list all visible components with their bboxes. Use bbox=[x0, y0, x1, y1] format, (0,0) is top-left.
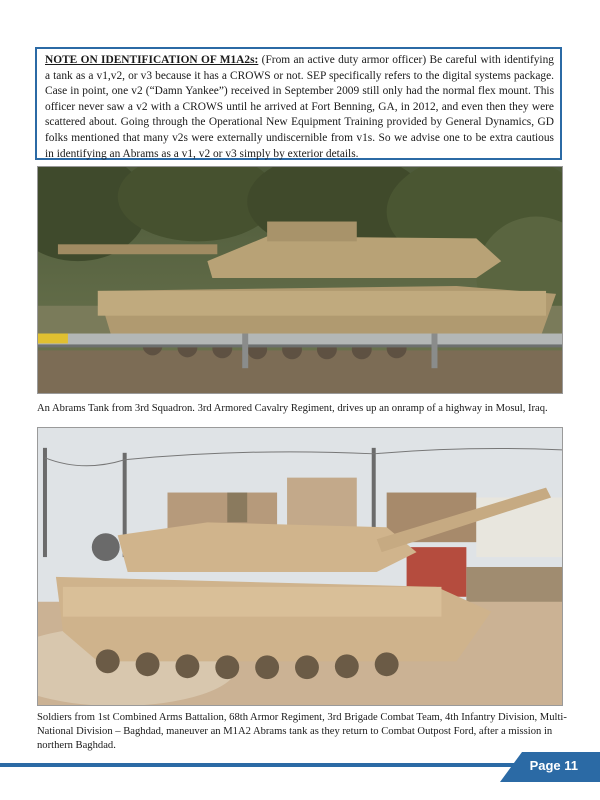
photo-caption: An Abrams Tank from 3rd Squadron. 3rd Armored Cavalry Regiment, drives up an onramp of a highway in Mosul, Iraq. bbox=[37, 403, 548, 414]
photo-caption: Soldiers from 1st Combined Arms Battalion, 68th Armor Regiment, 3rd Brigade Combat Team, 4th Infantry Division, Multi-National Division – Baghdad, maneuver an M1A2 Abrams tank as they return to Combat Outpost Ford, after a mission in northern Baghdad. bbox=[37, 712, 567, 751]
page-number: Page 11 bbox=[529, 758, 578, 773]
note-body: (From an active duty armor officer) Be careful with identifying a tank as a v1,v2, or v3 because it has a CROWS or not. SEP specifically refers to the digital systems package. Case in point, one v2 (“Damn Yankee”) received in September 2009 still only had the normal flex mount. This officer never saw a v2 with a CROWS until he arrived at Fort Benning, GA, in 2012, and even then they were scattered about. Going through the Operational New Equipment Training provided by General Dynamics, GD folks mentioned that many v2s were externally undiscernible from v1s. So we advise one to be extra cautious in identifying an Abrams as a v1, v2 or v3 simply by exterior details. bbox=[45, 54, 554, 160]
identification-note-box bbox=[35, 47, 562, 160]
abrams-mosul-photo bbox=[37, 166, 563, 394]
abrams-baghdad-photo bbox=[37, 427, 563, 706]
footer-rule bbox=[0, 763, 600, 767]
note-heading: NOTE ON IDENTIFICATION OF M1A2s: bbox=[45, 54, 259, 66]
